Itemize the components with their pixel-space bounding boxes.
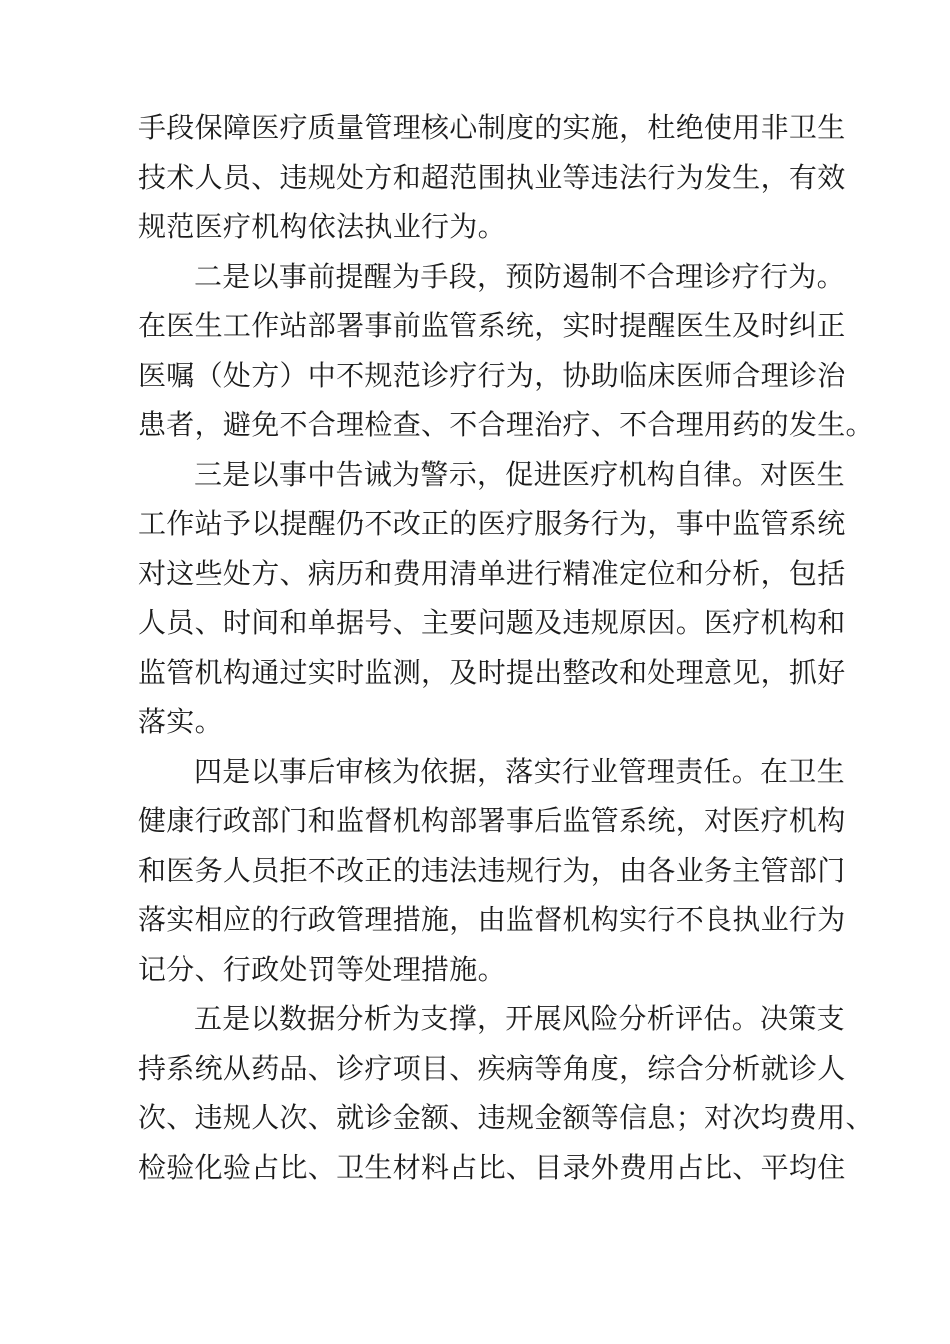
text-line: 对这些处方、病历和费用清单进行精准定位和分析，包括 [138,556,846,590]
paragraph-2 [138,252,874,450]
paragraph-5 [138,994,874,1192]
text-line: 规范医疗机构依法执业行为。 [138,210,506,243]
text-line: 技术人员、违规处方和超范围执业等违法行为发生，有效 [138,160,846,194]
text-line: 监管机构通过实时监测，及时提出整改和处理意见，抓好 [138,655,846,689]
paragraph-4 [138,747,846,995]
text-line: 四是以事后审核为依据，落实行业管理责任。在卫生 [194,754,845,788]
text-line: 和医务人员拒不改正的违法违规行为，由各业务主管部门 [138,853,846,887]
text-line: 二是以事前提醒为手段，预防遏制不合理诊疗行为。 [194,259,845,293]
text-line: 检验化验占比、卫生材料占比、目录外费用占比、平均住 [138,1150,846,1184]
text-line: 人员、时间和单据号、主要问题及违规原因。医疗机构和 [138,606,846,639]
paragraph-1 [138,103,846,252]
text-line: 健康行政部门和监督机构部署事后监管系统，对医疗机构 [138,804,846,837]
text-line: 医嘱（处方）中不规范诊疗行为，协助临床医师合理诊治 [138,358,846,392]
document-body [138,103,874,1192]
text-line: 患者，避免不合理检查、不合理治疗、不合理用药的发生。 [138,408,874,441]
paragraph-3 [138,450,846,747]
text-line: 次、违规人次、就诊金额、违规金额等信息；对次均费用、 [138,1101,874,1134]
text-line: 三是以事中告诫为警示，促进医疗机构自律。对医生 [194,457,845,491]
text-line: 记分、行政处罚等处理措施。 [138,952,506,986]
text-line: 在医生工作站部署事前监管系统，实时提醒医生及时纠正 [138,309,846,342]
text-line: 持系统从药品、诊疗项目、疾病等角度，综合分析就诊人 [138,1051,846,1085]
text-line: 手段保障医疗质量管理核心制度的实施，杜绝使用非卫生 [138,111,846,144]
text-line: 工作站予以提醒仍不改正的医疗服务行为，事中监管系统 [138,507,846,540]
text-line: 五是以数据分析为支撑，开展风险分析评估。决策支 [194,1002,845,1035]
text-line: 落实。 [138,705,223,738]
text-line: 落实相应的行政管理措施，由监督机构实行不良执业行为 [138,903,846,936]
